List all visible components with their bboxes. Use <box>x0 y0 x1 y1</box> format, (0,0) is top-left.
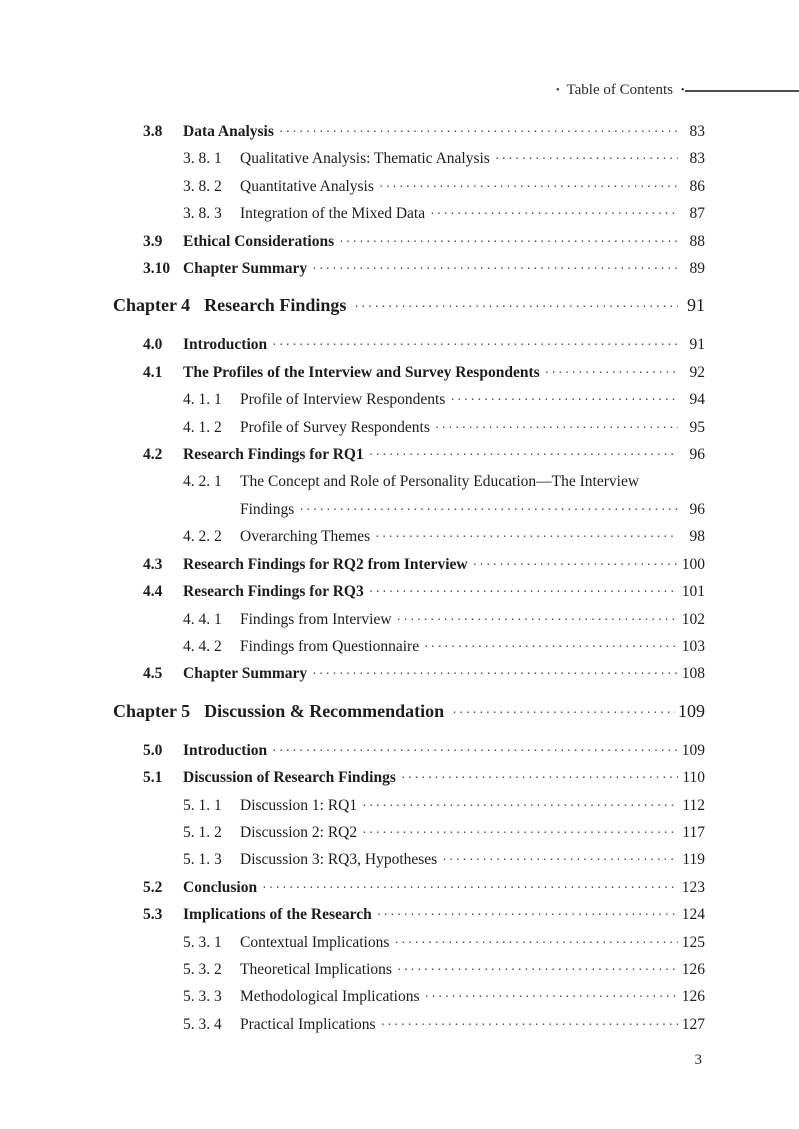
entry-number: 4.4 <box>143 583 163 601</box>
dot-leader <box>375 523 678 550</box>
toc-entry <box>113 414 705 441</box>
toc-entry <box>113 901 705 928</box>
running-header <box>556 82 799 99</box>
dot-leader <box>442 846 678 873</box>
page-number: 3 <box>694 1052 702 1068</box>
toc-entry <box>113 578 705 605</box>
entry-page-number: 102 <box>681 610 705 628</box>
entry-page-number: 96 <box>689 446 705 464</box>
entry-number: 5. 3. 1 <box>183 933 222 951</box>
entry-number: 5. 3. 2 <box>183 960 222 978</box>
entry-title: Introduction <box>183 741 268 759</box>
dot-leader <box>377 901 678 928</box>
toc-entry <box>113 359 705 386</box>
toc-entry <box>113 792 705 819</box>
dot-leader <box>272 331 678 358</box>
entry-title: Methodological Implications <box>240 988 420 1006</box>
entry-number: 4.1 <box>143 363 163 381</box>
entry-page-number: 117 <box>682 823 705 841</box>
entry-page-number: 124 <box>681 906 705 924</box>
entry-number: 3.9 <box>143 232 163 250</box>
toc-entry <box>113 468 705 495</box>
dot-leader <box>424 633 678 660</box>
toc-entry <box>113 255 705 282</box>
entry-title: Findings from Interview <box>240 610 392 628</box>
header-bullet-right-icon: • <box>680 84 685 96</box>
toc-entry <box>113 523 705 550</box>
entry-number: 3.8 <box>143 123 163 140</box>
dot-leader <box>379 173 678 200</box>
entry-title: Chapter Summary <box>183 260 308 278</box>
toc-entry <box>113 331 705 358</box>
entry-page-number: 101 <box>681 583 705 601</box>
entry-page-number: 87 <box>689 205 705 223</box>
entry-page-number: 94 <box>689 391 705 409</box>
entry-number: 4. 1. 2 <box>183 418 222 436</box>
entry-page-number: 89 <box>689 260 705 278</box>
dot-leader <box>279 118 678 145</box>
entry-number: 4.5 <box>143 665 163 683</box>
entry-number: 5.3 <box>143 906 163 924</box>
entry-page-number: 119 <box>682 851 705 869</box>
entry-number: 5. 1. 1 <box>183 796 222 814</box>
entry-page-number: 86 <box>689 177 705 195</box>
toc-entry <box>113 764 705 791</box>
toc-entry <box>113 173 705 200</box>
entry-title: Profile of Survey Respondents <box>240 418 430 436</box>
entry-title: Discussion of Research Findings <box>183 769 396 787</box>
dot-leader <box>473 551 678 578</box>
entry-title: Discussion 3: RQ3, Hypotheses <box>240 851 438 869</box>
entry-page-number: 95 <box>689 418 705 436</box>
entry-page-number: 110 <box>682 769 705 787</box>
entry-page-number: 83 <box>689 123 705 140</box>
toc-entry <box>113 874 705 901</box>
entry-page-number: 123 <box>681 878 705 896</box>
entry-number: 4. 4. 2 <box>183 637 222 655</box>
entry-page-number: 100 <box>681 555 705 573</box>
entry-title: Data Analysis <box>183 123 274 140</box>
toc-entry <box>113 386 705 413</box>
entry-page-number: 126 <box>681 988 705 1006</box>
dot-leader <box>312 660 678 687</box>
entry-page-number: 109 <box>678 700 705 721</box>
toc-entry <box>113 118 705 145</box>
entry-number: 4. 1. 1 <box>183 391 222 409</box>
dot-leader <box>381 1011 678 1038</box>
entry-title: Overarching Themes <box>240 528 371 546</box>
entry-title: Introduction <box>183 336 268 354</box>
entry-title: Research Findings <box>204 295 347 316</box>
dot-leader <box>362 792 678 819</box>
entry-title: Findings from Questionnaire <box>240 637 420 655</box>
entry-title: Quantitative Analysis <box>240 177 374 195</box>
dot-leader <box>397 606 678 633</box>
entry-number: 4. 2. 1 <box>183 473 222 491</box>
entry-page-number: 98 <box>689 528 705 546</box>
dot-leader <box>362 819 678 846</box>
entry-page-number: 109 <box>681 741 705 759</box>
entry-page-number: 103 <box>681 637 705 655</box>
dot-leader <box>425 983 678 1010</box>
entry-page-number: 127 <box>681 1015 705 1033</box>
entry-number: Chapter 5 <box>113 700 191 721</box>
entry-number: 5. 1. 3 <box>183 851 222 869</box>
toc-entry <box>113 956 705 983</box>
entry-title: The Profiles of the Interview and Survey Respondents <box>183 363 540 381</box>
toc-entry <box>113 660 705 687</box>
dot-leader <box>369 441 678 468</box>
entry-page-number: 91 <box>687 295 705 316</box>
toc-entry <box>113 228 705 255</box>
entry-number: 3. 8. 2 <box>183 177 222 195</box>
entry-title: The Concept and Role of Personality Education—The Interview <box>240 473 640 491</box>
toc-entry <box>113 819 705 846</box>
dot-leader <box>435 414 678 441</box>
entry-number: 5. 3. 4 <box>183 1015 222 1033</box>
entry-title-continuation: Findings <box>240 500 295 518</box>
entry-title: Research Findings for RQ1 <box>183 446 364 464</box>
header-rule <box>685 90 799 92</box>
toc-entry <box>113 1011 705 1038</box>
entry-title: Ethical Considerations <box>183 232 335 250</box>
dot-leader <box>299 496 678 523</box>
entry-number: 5.0 <box>143 741 163 759</box>
toc-entry <box>113 551 705 578</box>
entry-number: Chapter 4 <box>113 295 191 316</box>
dot-leader <box>312 255 678 282</box>
toc-entry <box>113 846 705 873</box>
entry-page-number: 92 <box>689 363 705 381</box>
entry-title: Discussion & Recommendation <box>204 700 445 721</box>
entry-title: Conclusion <box>183 878 258 896</box>
dot-leader <box>262 874 678 901</box>
dot-leader <box>369 578 678 605</box>
dot-leader <box>401 764 678 791</box>
dot-leader <box>430 200 678 227</box>
entry-page-number: 112 <box>682 796 705 814</box>
toc-entry <box>113 983 705 1010</box>
entry-title: Research Findings for RQ2 from Interview <box>183 555 468 573</box>
entry-number: 4.0 <box>143 336 163 354</box>
entry-number: 5.2 <box>143 878 163 896</box>
entry-number: 3. 8. 1 <box>183 150 222 168</box>
toc-entry <box>113 496 705 523</box>
entry-page-number: 91 <box>689 336 705 354</box>
entry-page-number: 83 <box>689 150 705 168</box>
entry-number: 3. 8. 3 <box>183 205 222 223</box>
entry-title: Discussion 1: RQ1 <box>240 796 358 814</box>
dot-leader <box>397 956 678 983</box>
toc-entry <box>113 737 705 764</box>
dot-leader <box>272 737 678 764</box>
toc-entry <box>113 200 705 227</box>
entry-title: Theoretical Implications <box>240 960 392 978</box>
dot-leader <box>354 292 678 321</box>
entry-number: 4.2 <box>143 446 163 464</box>
entry-number: 4. 2. 2 <box>183 528 222 546</box>
toc-entry <box>113 606 705 633</box>
toc-list <box>113 118 705 1038</box>
running-header-title: Table of Contents <box>566 82 673 98</box>
entry-page-number: 88 <box>689 232 705 250</box>
entry-title: Implications of the Research <box>183 906 372 924</box>
toc-entry <box>113 633 705 660</box>
toc-entry <box>113 441 705 468</box>
entry-number: 4.3 <box>143 555 163 573</box>
dot-leader <box>452 698 675 727</box>
entry-page-number: 125 <box>681 933 705 951</box>
dot-leader <box>339 228 678 255</box>
entry-number: 4. 4. 1 <box>183 610 222 628</box>
entry-title: Qualitative Analysis: Thematic Analysis <box>240 150 490 168</box>
dot-leader <box>495 145 678 172</box>
dot-leader <box>450 386 678 413</box>
entry-number: 5.1 <box>143 769 163 787</box>
entry-page-number: 108 <box>681 665 705 683</box>
entry-page-number: 126 <box>681 960 705 978</box>
toc-entry <box>113 929 705 956</box>
entry-page-number: 96 <box>689 500 705 518</box>
header-bullet-left-icon: • <box>556 84 560 96</box>
entry-title: Integration of the Mixed Data <box>240 205 426 223</box>
entry-number: 5. 1. 2 <box>183 823 222 841</box>
entry-number: 5. 3. 3 <box>183 988 222 1006</box>
entry-title: Research Findings for RQ3 <box>183 583 364 601</box>
toc-entry <box>113 145 705 172</box>
toc-chapter-entry <box>113 697 705 727</box>
toc-chapter-entry <box>113 291 705 321</box>
dot-leader <box>394 929 678 956</box>
entry-title: Discussion 2: RQ2 <box>240 823 358 841</box>
entry-title: Contextual Implications <box>240 933 390 951</box>
entry-number: 3.10 <box>143 260 171 278</box>
dot-leader <box>545 359 678 386</box>
entry-title: Profile of Interview Respondents <box>240 391 446 409</box>
entry-title: Chapter Summary <box>183 665 308 683</box>
entry-title: Practical Implications <box>240 1015 376 1033</box>
